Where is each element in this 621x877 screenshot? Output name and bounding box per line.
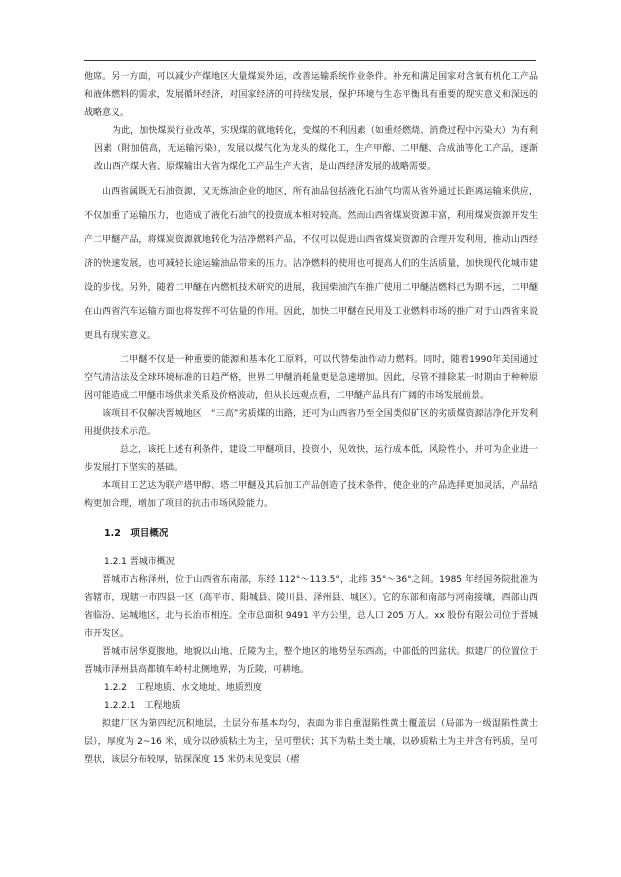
paragraph: 本项目工艺达为联产塔甲醇、塔二甲醚及其后加工产品创造了技术条件，使企业的产品选择更加灵活，产品结构更加合理，增加了项目的抗击市场风险能力。 — [84, 481, 538, 509]
subsection-heading: 1.2.2 工程地质、水文地址、地质烈度 — [104, 683, 262, 693]
paragraph: 山西省属既无石油资源，又无炼油企业的地区，所有油品包括液化石油气均需从省外通过长距离运输来供应，不仅加重了运输压力，也造成了液化石油气的投资成本相对较高。然而山西省煤炭资源丰富，利用煤炭资源开发生产二甲醚产品，将煤炭资源就地转化为洁净燃料产品，不仅可以促进山西省煤炭资源的合理开发利用，推动山西经济的快速发展，也可减轻长途运输油品带来的压力。洁净燃料的使用也可提高人们的生活质量，加快现代化城市建设的步伐。另外，随着二甲醚在内燃机技术研究的进展，我国柴油汽车推广使用二甲醚洁燃料已为期不远，二甲醚在山西省汽车运输方面也将发挥不可估量的作用。因此，加快二甲醚在民用及工业燃料市场的推广对于山西省来说更具有现实意义。 — [84, 187, 538, 341]
paragraph-continued: 他席。另一方面，可以减少产煤地区大量煤炭外运，改善运输系统作业条件。补充和满足国家对含氧有机化工产品和液体燃料的需求，发展循环经济，对国家经济的可持续发展，保护环境与生态平衡具有重要的现实意义和深远的战略意义。 — [84, 72, 538, 118]
paragraph: 总之，该托上述有利条件，建设二甲醚项目，投资小，见效快，运行成本低，风险性小，并可为企业进一步发展打下坚实的基础。 — [84, 445, 538, 473]
paragraph: 为此，加快煤炭行业改革，实现煤的就地转化，变煤的不利因素（如重烃燃烧、消费过程中污染大）为有利因素（附加值高，无运输污染），发展以煤气化为龙头的煤化工，生产甲醇、二甲醚、合成油等化工产品，逐渐改山西产煤大省、原煤输出大省为煤化工产品生产大省，是山西经济发展的战略需要。 — [94, 126, 538, 172]
document-body — [84, 68, 538, 769]
paragraph: 该项目不仅解决晋城地区 “三高”劣质煤的出路，还可为山西省乃至全国类似矿区的劣质煤资源洁净化开发利用提供技术示范。 — [84, 409, 538, 437]
section-heading: 1.2 项目概况 — [104, 528, 169, 539]
paragraph: 晋城市居华夏腹地，地貌以山地、丘陵为主，整个地区的地势呈东西高，中部低的凹盆状。拟建厂的位置位于晋城市泽州县高都镇车岭村北侧地界，为丘陵，可耕地。 — [84, 647, 538, 675]
paragraph: 拟建厂区为第四纪沉积地层，土层分布基本均匀，表面为非自重湿陷性黄土覆盖层（局部为一级湿陷性黄土层），厚度为 2~16 米，成分以砂质粘土为主，呈可塑状；其下为粘土类土壤，以砂质粘土为主并含有钙质，呈可塑状，该层分布较厚，钻探深度 15 米仍未见变层（褶 — [84, 719, 538, 765]
subsection-heading: 1.2.1 晋城市概况 — [104, 557, 175, 567]
paragraph: 晋城市古称泽州，位于山西省东南部，东经 112°～113.5°，北纬 35°～36°之间。1985 年经国务院批准为省辖市，现辖一市四县一区（高平市、阳城县、陵川县、泽州县、城区）。它的东部和南部与河南接壤，西部山西省临汾、运城地区，北与长治市相连。全市总面积 9491 平方公里，总人口 205 万人。xx 股份有限公司位于晋城市开发区。 — [84, 575, 538, 639]
subsubsection-heading: 1.2.2.1 工程地质 — [104, 701, 181, 711]
header-rule — [84, 60, 536, 61]
paragraph: 二甲醚不仅是一种重要的能源和基本化工原料，可以代替柴油作动力燃料。同时，随着1990年美国通过空气清洁法及全球环境标准的日趋严格，世界二甲醚消耗量更是急速增加。因此，尽管不排除某一时期由于种种原因可能造成二甲醚市场供求关系及价格波动，但从长远观点看，二甲醚产品具有广阔的市场发展前景。 — [84, 355, 538, 401]
